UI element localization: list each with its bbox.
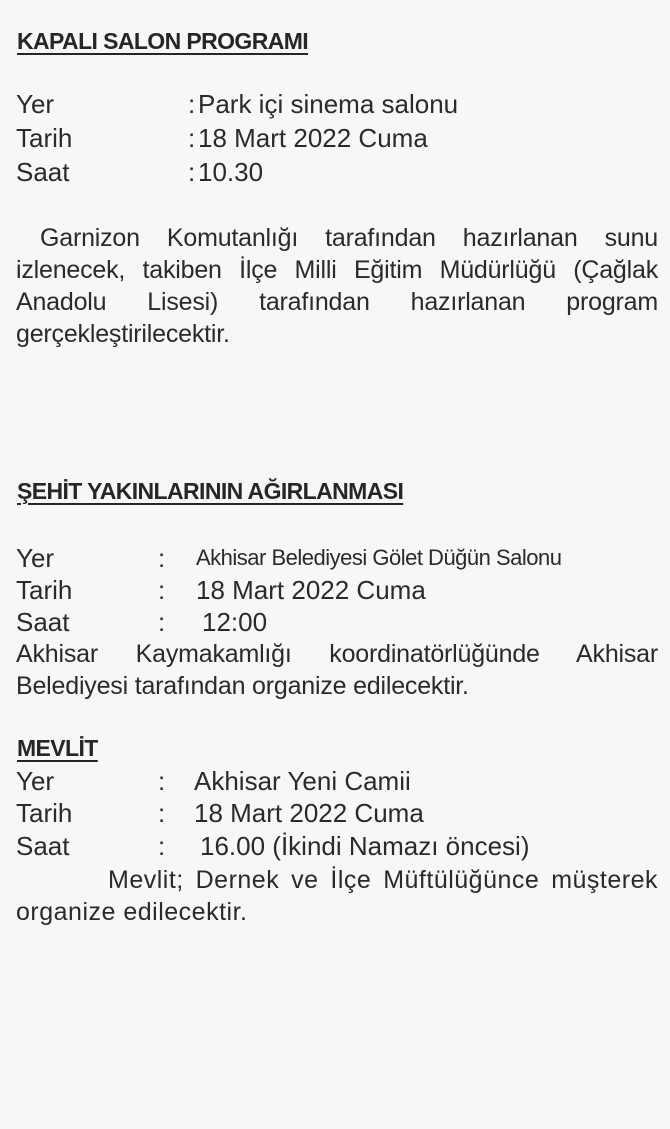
date-label: Tarih bbox=[16, 798, 73, 828]
separator: : bbox=[188, 89, 196, 119]
time-label: Saat bbox=[16, 607, 70, 637]
time-value: 12:00 bbox=[202, 607, 268, 637]
place-value: Akhisar Yeni Camii bbox=[194, 766, 411, 796]
time-value: 10.30 bbox=[198, 157, 264, 187]
section-description: Akhisar Kaymakamlığı koordinatörlüğünde Akhisar Belediyesi tarafından organize edilecektir. bbox=[16, 640, 658, 700]
time-value: 16.00 (İkindi Namazı öncesi) bbox=[200, 831, 530, 861]
date-label: Tarih bbox=[16, 123, 73, 153]
time-label: Saat bbox=[16, 831, 70, 861]
place-value: Park içi sinema salonu bbox=[198, 89, 459, 119]
place-label: Yer bbox=[16, 766, 55, 796]
separator: : bbox=[158, 607, 166, 637]
date-value: 18 Mart 2022 Cuma bbox=[196, 575, 426, 605]
section-title-kapali-salon: KAPALI SALON PROGRAMI bbox=[17, 28, 309, 54]
separator: : bbox=[188, 123, 196, 153]
section-title-sehit-yakinlari: ŞEHİT YAKINLARININ AĞIRLANMASI bbox=[17, 478, 404, 504]
place-label: Yer bbox=[16, 89, 55, 119]
date-value: 18 Mart 2022 Cuma bbox=[194, 798, 424, 828]
section-description: Mevlit; Dernek ve İlçe Müftülüğünce müşterek organize edilecektir. bbox=[16, 866, 658, 926]
section-title-mevlit: MEVLİT bbox=[17, 735, 98, 761]
separator: : bbox=[158, 543, 166, 573]
place-value: Akhisar Belediyesi Gölet Düğün Salonu bbox=[196, 545, 562, 570]
date-label: Tarih bbox=[16, 575, 73, 605]
separator: : bbox=[158, 766, 166, 796]
separator: : bbox=[158, 831, 166, 861]
section-description: Garnizon Komutanlığı tarafından hazırlanan sunu izlenecek, takiben İlçe Milli Eğitim Müdürlüğü (Çağlak Anadolu Lisesi) tarafından hazırlanan program gerçekleştirilecektir. bbox=[16, 224, 658, 348]
place-label: Yer bbox=[16, 543, 55, 573]
date-value: 18 Mart 2022 Cuma bbox=[198, 123, 428, 153]
separator: : bbox=[188, 157, 196, 187]
separator: : bbox=[158, 798, 166, 828]
time-label: Saat bbox=[16, 157, 70, 187]
separator: : bbox=[158, 575, 166, 605]
